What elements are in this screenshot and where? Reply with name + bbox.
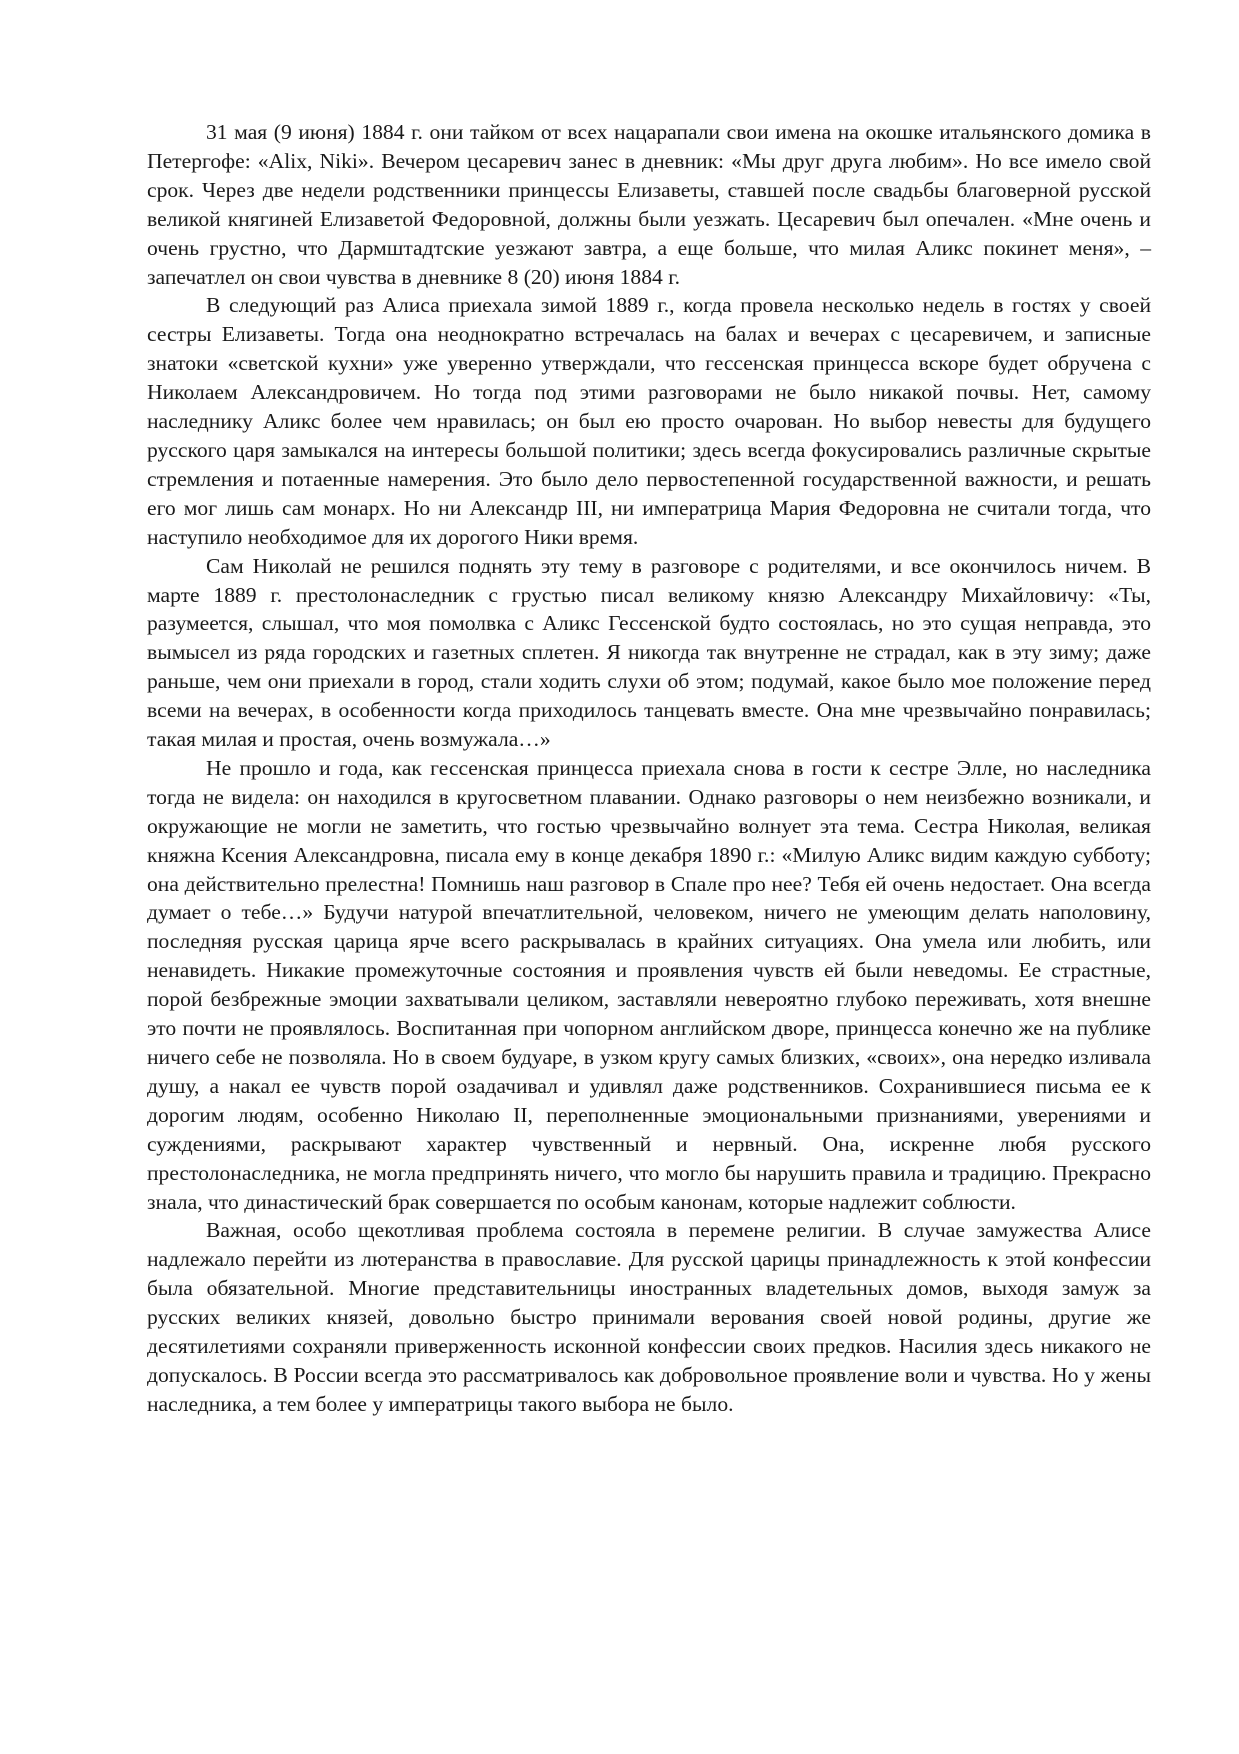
paragraph-4: Не прошло и года, как гессенская принцесса приехала снова в гости к сестре Элле, но наследника тогда не видела: он находился в кругосветном плавании. Однако разговоры о нем неизбежно возникали, и окружающие не могли не заметить, что гостью чрезвычайно волнует эта тема. Сестра Николая, великая княжна Ксения Александровна, писала ему в конце декабря 1890 г.: «Милую Аликс видим каждую субботу; она действительно прелестна! Помнишь наш разговор в Спале про нее? Тебя ей очень недостает. Она всегда думает о тебе…» Будучи натурой впечатлительной, человеком, ничего не умеющим делать наполовину, последняя русская царица ярче всего раскрывалась в крайних ситуациях. Она умела или любить, или ненавидеть. Никакие промежуточные состояния и проявления чувств ей были неведомы. Ее страстные, порой безбрежные эмоции захватывали целиком, заставляли невероятно глубоко переживать, хотя внешне это почти не проявлялось. Воспитанная при чопорном английском дворе, принцесса конечно же на публике ничего себе не позволяла. Но в своем будуаре, в узком кругу самых близких, «своих», она нередко изливала душу, а накал ее чувств порой озадачивал и удивлял даже родственников. Сохранившиеся письма ее к дорогим людям, особенно Николаю II, переполненные эмоциональными признаниями, уверениями и суждениями, раскрывают характер чувственный и нервный. Она, искренне любя русского престолонаследника, не могла предпринять ничего, что могло бы нарушить правила и традицию. Прекрасно знала, что династический брак совершается по особым канонам, которые надлежит соблюсти.: [147, 755, 1151, 1214]
document-page: [147, 118, 1151, 1419]
paragraph-2: В следующий раз Алиса приехала зимой 1889 г., когда провела несколько недель в гостях у своей сестры Елизаветы. Тогда она неоднократно встречалась на балах и вечерах с цесаревичем, и записные знатоки «светской кухни» уже уверенно утверждали, что гессенская принцесса вскоре будет обручена с Николаем Александровичем. Но тогда под этими разговорами не было никакой почвы. Нет, самому наследнику Аликс более чем нравилась; он был ею просто очарован. Но выбор невесты для будущего русского царя замыкался на интересы большой политики; здесь всегда фокусировались различные скрытые стремления и потаенные намерения. Это было дело первостепенной государственной важности, и решать его мог лишь сам монарх. Но ни Александр III, ни императрица Мария Федоровна не считали тогда, что наступило необходимое для их дорогого Ники время.: [147, 293, 1151, 549]
paragraph-3: Сам Николай не решился поднять эту тему в разговоре с родителями, и все окончилось ничем. В марте 1889 г. престолонаследник с грустью писал великому князю Александру Михайловичу: «Ты, разумеется, слышал, что моя помолвка с Аликс Гессенской будто состоялась, но это сущая неправда, это вымысел из ряда городских и газетных сплетен. Я никогда так внутренне не страдал, как в эту зиму; даже раньше, чем они приехали в город, стали ходить слухи об этом; подумай, какое было мое положение перед всеми на вечерах, в особенности когда приходилось танцевать вместе. Она мне чрезвычайно понравилась; такая милая и простая, очень возмужала…»: [147, 553, 1151, 752]
paragraph-1: 31 мая (9 июня) 1884 г. они тайком от всех нацарапали свои имена на окошке итальянского домика в Петергофе: «Alix, Niki». Вечером цесаревич занес в дневник: «Мы друг друга любим». Но все имело свой срок. Через две недели родственники принцессы Елизаветы, ставшей после свадьбы благоверной русской великой княгиней Елизаветой Федоровной, должны были уезжать. Цесаревич был опечален. «Мне очень и очень грустно, что Дармштадтские уезжают завтра, а еще больше, что милая Аликс покинет меня», – запечатлел он свои чувства в дневнике 8 (20) июня 1884 г.: [147, 120, 1151, 289]
paragraph-5: Важная, особо щекотливая проблема состояла в перемене религии. В случае замужества Алисе надлежало перейти из лютеранства в православие. Для русской царицы принадлежность к этой конфессии была обязательной. Многие представительницы иностранных владетельных домов, выходя замуж за русских великих князей, довольно быстро принимали верования своей новой родины, другие же десятилетиями сохраняли приверженность исконной конфессии своих предков. Насилия здесь никакого не допускалось. В России всегда это рассматривалось как добровольное проявление воли и чувства. Но у жены наследника, а тем более у императрицы такого выбора не было.: [147, 1218, 1151, 1416]
